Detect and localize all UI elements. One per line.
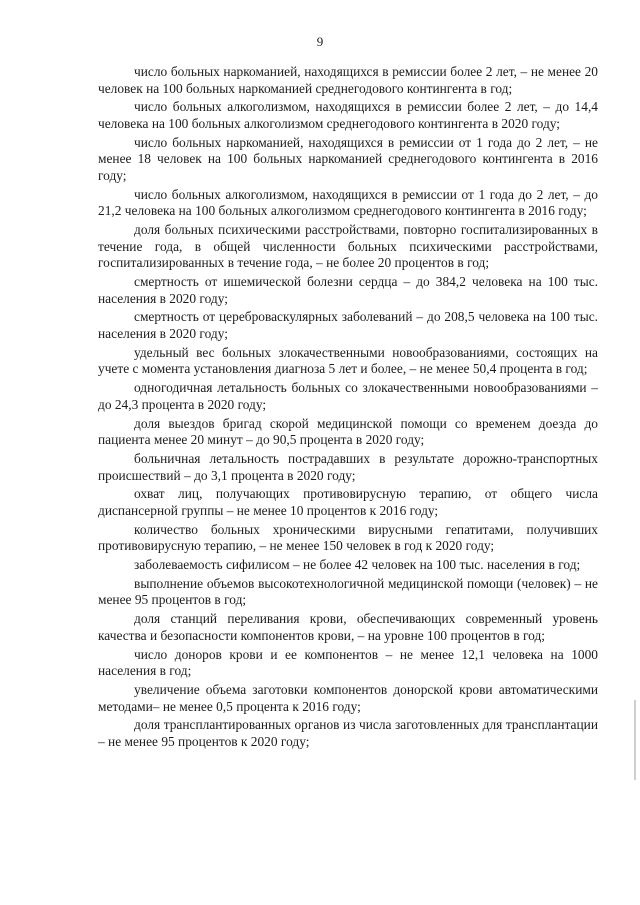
- paragraph: смертность от цереброваскулярных заболеваний – до 208,5 человека на 100 тыс. населения в 2020 году;: [98, 309, 598, 342]
- paragraph: удельный вес больных злокачественными новообразованиями, состоящих на учете с момента установления диагноза 5 лет и более, – не менее 50,4 процента в год;: [98, 344, 598, 377]
- paragraph: заболеваемость сифилисом – не более 42 человек на 100 тыс. населения в год;: [134, 557, 581, 573]
- paragraph: доля трансплантированных органов из числа заготовленных для трансплантации – не менее 95 процентов к 2020 году;: [98, 717, 598, 749]
- paragraph: число больных алкоголизмом, находящихся в ремиссии более 2 лет, – до 14,4 человека на 100 больных алкоголизмом среднегодового контингента в 2020 году;: [98, 99, 598, 131]
- paragraph: доля больных психическими расстройствами, повторно госпитализированных в течение года, в общей численности больных психическими расстройствами, госпитализированных в течение года, – не более 20 процентов в год;: [98, 222, 598, 271]
- paragraph: число больных наркоманией, находящихся в ремиссии более 2 лет, – не менее 20 человек на 100 больных наркоманией среднегодового контингента в год;: [98, 64, 598, 96]
- paragraph: доля станций переливания крови, обеспечивающих современный уровень качества и безопасности компонентов крови, – на уровне 100 процентов в год;: [98, 611, 598, 643]
- paragraph: число больных наркоманией, находящихся в ремиссии от 1 года до 2 лет, – не менее 18 человек на 100 больных наркоманией среднегодового контингента в 2016 году;: [98, 134, 598, 183]
- paragraph: доля выездов бригад скорой медицинской помощи со временем доезда до пациента менее 20 минут – до 90,5 процента в 2020 году;: [98, 415, 598, 448]
- paragraph: одногодичная летальность больных со злокачественными новообразованиями – до 24,3 процента в 2020 году;: [98, 380, 598, 412]
- paragraph: число больных алкоголизмом, находящихся в ремиссии от 1 года до 2 лет, – до 21,2 человека на 100 больных алкоголизмом среднегодового контингента в 2016 году;: [98, 186, 598, 219]
- paragraph: количество больных хроническими вирусными гепатитами, получивших противовирусную терапию, – не менее 150 человек в год к 2020 году;: [98, 521, 598, 554]
- paragraph: увеличение объема заготовки компонентов донорской крови автоматическими методами– не менее 0,5 процента к 2016 году;: [98, 681, 598, 714]
- scan-edge-mark: [634, 700, 636, 780]
- document-body: [98, 64, 598, 753]
- paragraph: смертность от ишемической болезни сердца – до 384,2 человека на 100 тыс. населения в 2020 году;: [98, 274, 598, 306]
- paragraph: охват лиц, получающих противовирусную терапию, от общего числа диспансерной группы – не менее 10 процентов к 2016 году;: [98, 486, 598, 518]
- page-number: 9: [316, 34, 324, 49]
- paragraph: число доноров крови и ее компонентов – не менее 12,1 человека на 1000 населения в год;: [98, 646, 598, 679]
- paragraph: выполнение объемов высокотехнологичной медицинской помощи (человек) – не менее 95 процентов в год;: [98, 575, 598, 608]
- paragraph: больничная летальность пострадавших в результате дорожно-транспортных происшествий – до 3,1 процента в 2020 году;: [98, 450, 598, 483]
